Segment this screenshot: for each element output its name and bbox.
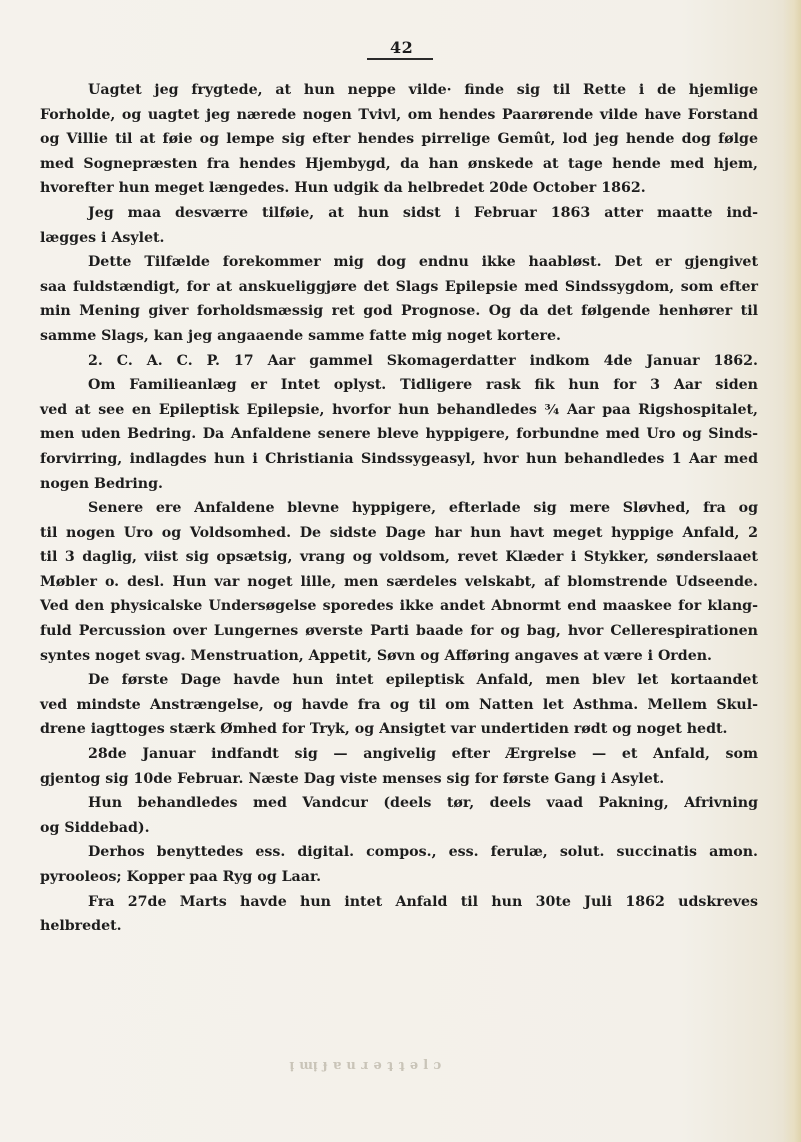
text-line: helbredet.: [40, 918, 122, 935]
text-line: Om Familieanlæg er Intet oplyst. Tidligere rask fik hun for 3 Aar siden: [88, 377, 758, 394]
text-line: fuld Percussion over Lungernes øverste Parti baade for og bag, hvor Cellerespirationen: [40, 623, 758, 640]
text-line: ved mindste Anstrængelse, og havde fra og til om Natten let Asthma. Mellem Skul-: [40, 696, 758, 713]
text-line: Ved den physicalske Undersøgelse sporedes ikke andet Abnormt end maaskee for klang-: [40, 598, 758, 615]
text-line: til nogen Uro og Voldsomhed. De sidste Dage har hun havt meget hyppige Anfald, 2: [40, 524, 758, 541]
text-line: 2. C. A. C. P. 17 Aar gammel Skomagerdatter indkom 4de Januar 1862.: [88, 352, 758, 369]
text-line: Forholde, og uagtet jeg nærede nogen Tvivl, om hendes Paarørende vilde have Forstand: [40, 106, 758, 123]
text-line: og Siddebad).: [40, 819, 150, 836]
text-line: til 3 daglig, viist sig opsætsig, vrang og voldsom, revet Klæder i Stykker, sønderslaaet: [40, 549, 758, 566]
body-text: [40, 78, 758, 939]
text-line: Hun behandledes med Vandcur (deels tør, deels vaad Pakning, Afrivning: [88, 795, 758, 812]
text-line: Uagtet jeg frygtede, at hun neppe vilde· finde sig til Rette i de hjemlige: [88, 82, 758, 98]
text-line: ved at see en Epileptisk Epilepsie, hvorfor hun behandledes ¾ Aar paa Rigshospitalet,: [40, 401, 758, 418]
text-line: samme Slags, kan jeg angaaende samme fatte mig noget kortere.: [40, 327, 561, 344]
text-line: forvirring, indlagdes hun i Christiania Sindssygeasyl, hvor hun behandledes 1 Aar med: [40, 450, 758, 467]
text-line: men uden Bedring. Da Anfaldene senere bleve hyppigere, forbundne med Uro og Sinds-: [40, 426, 758, 443]
text-line: De første Dage havde hun intet epileptisk Anfald, men blev let kortaandet: [88, 672, 758, 689]
text-line: Senere ere Anfaldene blevne hyppigere, efterlade sig mere Sløvhed, fra og: [88, 500, 758, 517]
text-line: Fra 27de Marts havde hun intet Anfald til hun 30te Juli 1862 udskreves: [88, 893, 758, 910]
bleed-through-text: ᴉ ɯᴉ ɟ ɐ u ɹ ǝ ʇ ʇ ǝ l ɔ: [290, 1058, 442, 1073]
text-line: pyrooleos; Kopper paa Ryg og Laar.: [40, 869, 322, 885]
text-line: Jeg maa desværre tilføie, at hun sidst i Februar 1863 atter maatte ind-: [88, 204, 758, 221]
text-line: Dette Tilfælde forekommer mig dog endnu ikke haabløst. Det er gjengivet: [88, 254, 758, 271]
text-line: Møbler o. desl. Hun var noget lille, men særdeles velskabt, af blomstrende Udseende.: [40, 573, 758, 590]
text-line: gjentog sig 10de Februar. Næste Dag viste menses sig for første Gang i Asylet.: [40, 770, 665, 787]
text-line: nogen Bedring.: [40, 475, 163, 492]
page-number: 42: [390, 38, 414, 57]
text-line: med Sognepræsten fra hendes Hjembygd, da han ønskede at tage hende med hjem,: [40, 155, 758, 172]
text-line: hvorefter hun meget længedes. Hun udgik da helbredet 20de October 1862.: [40, 180, 646, 197]
text-line: syntes noget svag. Menstruation, Appetit, Søvn og Afføring angaves at være i Orden.: [40, 647, 712, 664]
text-line: min Mening giver forholdsmæssig ret god Prognose. Og da det følgende henhører til: [40, 303, 758, 320]
text-line: Derhos benyttedes ess. digital. compos., ess. ferulæ, solut. succinatis amon.: [88, 844, 758, 861]
text-line: drene iagttoges stærk Ømhed for Tryk, og Ansigtet var undertiden rødt og noget hedt.: [40, 721, 728, 738]
page-number-rule: [367, 58, 433, 60]
text-line: og Villie til at føie og lempe sig efter hendes pirrelige Gemût, lod jeg hende dog følge: [40, 131, 758, 148]
page-edge-shadow: [783, 0, 801, 1142]
text-line: 28de Januar indfandt sig — angivelig efter Ærgrelse — et Anfald, som: [88, 746, 758, 763]
text-line: saa fuldstændigt, for at anskueliggjøre det Slags Epilepsie med Sindssygdom, som efter: [40, 278, 758, 295]
text-line: lægges i Asylet.: [40, 229, 165, 246]
